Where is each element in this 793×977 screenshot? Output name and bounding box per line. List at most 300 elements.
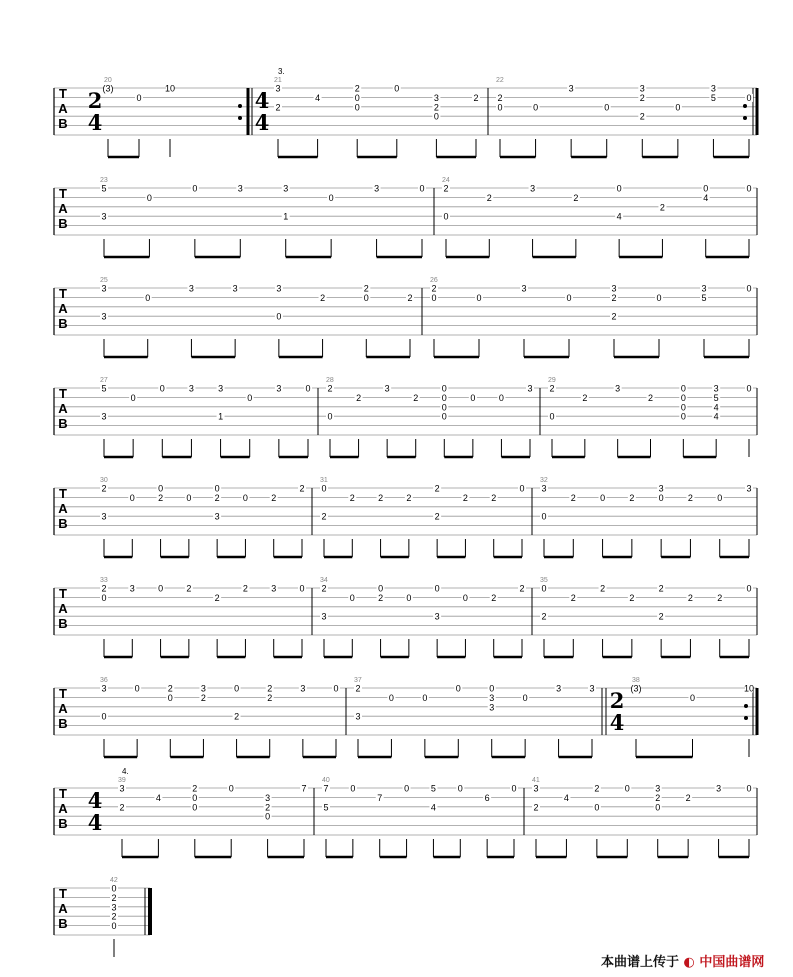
fret-number: 0 — [354, 92, 360, 103]
fret-number: 2 — [186, 583, 192, 594]
fret-number: 1 — [218, 411, 224, 422]
measure-number: 29 — [548, 377, 556, 384]
fret-number: 0 — [234, 683, 240, 694]
footer-credit — [601, 951, 764, 970]
fret-number: 0 — [511, 783, 517, 794]
repeat-dot — [743, 104, 747, 108]
tab-clef-letter: T — [59, 286, 67, 301]
fret-number: 5 — [101, 383, 107, 394]
fret-number: 0 — [680, 411, 686, 422]
fret-number: 2 — [101, 483, 107, 494]
fret-number: 2 — [378, 492, 384, 503]
fret-number: 0 — [498, 392, 504, 403]
measure-number: 32 — [540, 477, 548, 484]
fret-number: 0 — [327, 411, 333, 422]
measure-number: 23 — [100, 177, 108, 184]
fret-number: 0 — [689, 692, 696, 703]
fret-number: 0 — [457, 783, 463, 794]
fret-number: 0 — [462, 592, 468, 603]
fret-number: 7 — [377, 792, 383, 803]
fret-number: 5 — [713, 392, 719, 403]
tab-clef-letter: T — [59, 686, 67, 701]
tab-clef-letter: A — [58, 901, 68, 916]
fret-number: 3 — [533, 783, 539, 794]
fret-number: 3 — [232, 283, 238, 294]
fret-number: 3 — [101, 683, 107, 694]
fret-number: 0 — [354, 102, 360, 113]
fret-number: 3 — [101, 283, 107, 294]
fret-number: 3 — [321, 611, 327, 622]
tab-clef-letter: B — [58, 916, 68, 931]
fret-number: 0 — [265, 811, 271, 822]
fret-number: 3 — [275, 83, 281, 94]
fret-number: 2 — [639, 92, 645, 103]
fret-number: 2 — [611, 292, 617, 303]
fret-number: 0 — [305, 383, 311, 394]
fret-number: 3 — [119, 783, 125, 794]
tab-clef-letter: B — [58, 816, 68, 831]
measure-number: 30 — [100, 477, 108, 484]
fret-number: 0 — [522, 692, 528, 703]
fret-number: 2 — [533, 802, 539, 813]
tab-clef-letter: B — [58, 616, 68, 631]
fret-number: 0 — [680, 392, 686, 403]
fret-number: 2 — [434, 511, 440, 522]
fret-number: 0 — [167, 692, 173, 703]
measure-number: 31 — [320, 477, 328, 484]
fret-number: 2 — [658, 583, 664, 594]
fret-number: 0 — [566, 292, 572, 303]
fret-number: 0 — [746, 92, 752, 103]
measure-number: 34 — [320, 577, 328, 584]
fret-number: 3 — [276, 383, 282, 394]
tab-clef-letter: T — [59, 886, 67, 901]
fret-number: 0 — [600, 492, 606, 503]
time-signature-denominator: 4 — [254, 110, 270, 135]
fret-number: 0 — [276, 311, 282, 322]
fret-number: 4 — [315, 92, 321, 103]
footer-text: 本曲谱上传于 — [601, 955, 680, 970]
fret-number: 3 — [433, 92, 439, 103]
fret-number: 1 — [283, 211, 289, 222]
fret-number: 0 — [388, 692, 394, 703]
repeat-dot — [238, 104, 242, 108]
fret-number: 0 — [111, 883, 117, 894]
fret-number: 0 — [746, 783, 752, 794]
fret-number: 0 — [247, 392, 253, 403]
fret-number: 2 — [570, 592, 576, 603]
fret-number: 3 — [111, 902, 117, 913]
fret-number: 2 — [356, 392, 362, 403]
fret-number: 6 — [484, 792, 490, 803]
fret-number: 0 — [214, 483, 220, 494]
fret-number: 0 — [441, 392, 447, 403]
fret-number: 3 — [716, 783, 722, 794]
fingering-marking: 3. — [278, 67, 285, 76]
measure-number: 22 — [496, 77, 504, 84]
fret-number: 3 — [589, 683, 595, 694]
fret-number: 0 — [192, 802, 198, 813]
fret-number: 3 — [713, 383, 719, 394]
fret-number: 0 — [680, 402, 686, 413]
fret-number: 3 — [101, 511, 107, 522]
fret-number: 0 — [394, 83, 400, 94]
fret-number: 5 — [701, 292, 707, 303]
fret-number: 4 — [713, 411, 719, 422]
tab-clef-letter: B — [58, 716, 68, 731]
fingering-marking: 4. — [122, 767, 129, 776]
fret-number: 0 — [101, 711, 107, 722]
fret-number: 0 — [145, 292, 151, 303]
measure-number: 36 — [100, 677, 108, 684]
fret-number: 0 — [434, 583, 440, 594]
fret-number: 2 — [717, 592, 723, 603]
fret-number: 3 — [101, 211, 107, 222]
fret-number: 3 — [701, 283, 707, 294]
fret-number: 0 — [541, 583, 547, 594]
fret-number: 0 — [186, 492, 192, 503]
fret-number: 0 — [594, 802, 600, 813]
tab-clef-letter: A — [58, 601, 68, 616]
fret-number: 2 — [473, 92, 479, 103]
time-signature-denominator: 4 — [87, 810, 103, 835]
tab-clef-letter: A — [58, 101, 68, 116]
fret-number: 3 — [188, 383, 194, 394]
tab-clef-letter: A — [58, 501, 68, 516]
measure-number: 39 — [118, 777, 126, 784]
tab-clef-letter: T — [59, 586, 67, 601]
fret-number: 3 — [101, 311, 107, 322]
repeat-dot — [743, 116, 747, 120]
fret-number: 0 — [136, 92, 142, 103]
fret-number: 2 — [242, 583, 248, 594]
fret-number: 0 — [703, 183, 709, 194]
measure-number: 28 — [326, 377, 334, 384]
fret-number: 2 — [655, 792, 661, 803]
fret-number: 2 — [658, 611, 664, 622]
tab-clef-letter: T — [59, 186, 67, 201]
fret-number: 2 — [378, 592, 384, 603]
fret-number: 2 — [541, 611, 547, 622]
fret-number: 0 — [146, 192, 152, 203]
fret-number: 0 — [489, 683, 495, 694]
fret-number: (3) — [102, 83, 114, 94]
fret-number: 0 — [350, 783, 356, 794]
fret-number: 0 — [680, 383, 686, 394]
fret-number: 0 — [130, 392, 136, 403]
fret-number: 10 — [743, 683, 755, 694]
fret-number: 0 — [658, 492, 664, 503]
fret-number: 4 — [430, 802, 436, 813]
fret-number: 0 — [476, 292, 482, 303]
fret-number: 0 — [192, 792, 198, 803]
measure-number: 37 — [354, 677, 362, 684]
measure-number: 35 — [540, 577, 548, 584]
measure-number: 41 — [532, 777, 540, 784]
fret-number: 7 — [301, 783, 307, 794]
fret-number: 2 — [349, 492, 355, 503]
fret-number: 5 — [101, 183, 107, 194]
fret-number: 2 — [321, 583, 327, 594]
fret-number: 0 — [101, 592, 107, 603]
fret-number: 3 — [276, 283, 282, 294]
fret-number: 2 — [594, 783, 600, 794]
fret-number: 2 — [647, 392, 654, 403]
fret-number: 3 — [188, 283, 194, 294]
fret-number: 2 — [192, 783, 198, 794]
fret-number: 0 — [441, 383, 447, 394]
fret-number: 0 — [533, 102, 539, 113]
fret-number: 2 — [275, 102, 281, 113]
fret-number: 3 — [527, 383, 533, 394]
fret-number: 0 — [422, 692, 428, 703]
fret-number: 0 — [242, 492, 248, 503]
fret-number: 2 — [167, 683, 173, 694]
fret-number: 2 — [685, 792, 691, 803]
fret-number: 5 — [430, 783, 436, 794]
fret-number: 0 — [228, 783, 234, 794]
fret-number: 3 — [521, 283, 527, 294]
tab-clef-letter: B — [58, 516, 68, 531]
tab-clef-letter: T — [59, 386, 67, 401]
fret-number: 5 — [323, 802, 329, 813]
fret-number: 0 — [541, 511, 547, 522]
time-signature-denominator: 4 — [609, 710, 625, 735]
fret-number: 2 — [659, 202, 665, 213]
fret-number: 3 — [101, 411, 107, 422]
fret-number: 0 — [470, 392, 476, 403]
fret-number: 2 — [629, 492, 635, 503]
fret-number: 0 — [404, 783, 410, 794]
fret-number: 0 — [549, 411, 555, 422]
fret-number: 0 — [349, 592, 355, 603]
measure-number: 26 — [430, 277, 438, 284]
tab-clef-letter: T — [59, 786, 67, 801]
fret-number: 3 — [283, 183, 289, 194]
fret-number: 0 — [616, 183, 622, 194]
fret-number: 2 — [267, 692, 273, 703]
fret-number: 3 — [746, 483, 752, 494]
tab-clef-letter: B — [58, 216, 68, 231]
fret-number: 0 — [419, 183, 425, 194]
fret-number: 2 — [406, 492, 412, 503]
fret-number: 0 — [159, 383, 165, 394]
tab-clef-letter: A — [58, 701, 68, 716]
fret-number: 2 — [111, 911, 117, 922]
fret-number: 2 — [413, 392, 419, 403]
fret-number: 2 — [327, 383, 333, 394]
fret-number: 3 — [655, 783, 661, 794]
fret-number: 2 — [321, 511, 327, 522]
time-signature-denominator: 4 — [87, 110, 103, 135]
measure-number: 33 — [100, 577, 108, 584]
fret-number: 0 — [656, 292, 662, 303]
tab-clef-letter: T — [59, 486, 67, 501]
fret-number: 3 — [556, 683, 562, 694]
fret-number: 0 — [433, 111, 439, 122]
fret-number: 0 — [441, 411, 447, 422]
fret-number: 2 — [570, 492, 576, 503]
fret-number: 2 — [639, 111, 645, 122]
time-signature-numerator: 2 — [609, 688, 625, 713]
measure-number: 21 — [274, 77, 282, 84]
fret-number: 4 — [616, 211, 622, 222]
fret-number: 3 — [611, 283, 617, 294]
fret-number: 0 — [624, 783, 630, 794]
fret-number: 0 — [746, 283, 752, 294]
fret-number: 0 — [129, 492, 135, 503]
fret-number: 0 — [655, 802, 661, 813]
fret-number: 5 — [710, 92, 716, 103]
fret-number: 2 — [600, 583, 606, 594]
fret-number: 3 — [541, 483, 547, 494]
fret-number: 3 — [489, 702, 495, 713]
fret-number: 2 — [265, 802, 271, 813]
fret-number: 2 — [214, 592, 220, 603]
time-signature-numerator: 4 — [254, 88, 270, 113]
fret-number: 2 — [355, 683, 361, 694]
fret-number: 3 — [489, 692, 495, 703]
fret-number: 0 — [455, 683, 461, 694]
fret-number: 0 — [321, 483, 327, 494]
repeat-dot — [744, 716, 748, 720]
fret-number: 2 — [443, 183, 449, 194]
fret-number: 2 — [519, 583, 525, 594]
fret-number: 2 — [629, 592, 635, 603]
fret-number: 2 — [111, 892, 117, 903]
fret-number: 2 — [119, 802, 125, 813]
fret-number: 3 — [434, 611, 440, 622]
fret-number: 2 — [214, 492, 220, 503]
fret-number: 0 — [406, 592, 412, 603]
fret-number: 3 — [129, 583, 135, 594]
fret-number: 0 — [675, 102, 681, 113]
fret-number: 0 — [363, 292, 369, 303]
time-signature-numerator: 4 — [87, 788, 103, 813]
fret-number: 3 — [568, 83, 574, 94]
tab-clef-letter: B — [58, 416, 68, 431]
fret-number: 0 — [431, 292, 437, 303]
fret-number: 2 — [200, 692, 206, 703]
fret-number: 0 — [333, 683, 339, 694]
fret-number: 0 — [497, 102, 503, 113]
tab-clef-letter: A — [58, 801, 68, 816]
fret-number: 0 — [746, 183, 752, 194]
fret-number: 0 — [158, 483, 164, 494]
fret-number: 4 — [563, 792, 569, 803]
fret-number: 0 — [604, 102, 610, 113]
fret-number: 0 — [158, 583, 164, 594]
fret-number: 2 — [549, 383, 555, 394]
tab-clef-letter: A — [58, 201, 68, 216]
fret-number: 2 — [582, 392, 588, 403]
footer-brand: 中国曲谱网 — [699, 955, 765, 970]
measure-number: 20 — [104, 77, 112, 84]
fret-number: 2 — [234, 711, 240, 722]
fret-number: 2 — [434, 483, 440, 494]
fret-number: 2 — [101, 583, 107, 594]
fret-number: 3 — [710, 83, 716, 94]
measure-number: 27 — [100, 377, 108, 384]
fret-number: 2 — [407, 292, 413, 303]
fret-number: 3 — [200, 683, 206, 694]
fret-number: 0 — [134, 683, 140, 694]
fret-number: 3 — [271, 583, 277, 594]
fret-number: (3) — [630, 683, 642, 694]
fret-number: 2 — [486, 192, 492, 203]
fret-number: 3 — [300, 683, 306, 694]
fret-number: 2 — [462, 492, 468, 503]
fret-number: 3 — [237, 183, 243, 194]
fret-number: 2 — [363, 283, 369, 294]
measure-number: 25 — [100, 277, 108, 284]
measure-number: 24 — [442, 177, 450, 184]
fret-number: 0 — [746, 383, 752, 394]
tab-clef-letter: A — [58, 301, 68, 316]
fret-number: 2 — [687, 492, 693, 503]
fret-number: 0 — [299, 583, 305, 594]
fret-number: 0 — [378, 583, 384, 594]
repeat-dot — [238, 116, 242, 120]
repeat-dot — [744, 704, 748, 708]
measure-number: 38 — [632, 677, 640, 684]
fret-number: 3 — [374, 183, 380, 194]
fret-number: 2 — [354, 83, 360, 94]
fret-number: 2 — [611, 311, 617, 322]
tab-clef-letter: T — [59, 86, 67, 101]
fret-number: 3 — [355, 711, 361, 722]
fret-number: 3 — [265, 792, 271, 803]
tab-clef-letter: B — [58, 316, 68, 331]
fret-number: 2 — [433, 102, 439, 113]
fret-number: 2 — [497, 92, 503, 103]
fret-number: 2 — [267, 683, 273, 694]
measure-number: 42 — [110, 877, 118, 884]
tab-clef-letter: B — [58, 116, 68, 131]
fret-number: 0 — [519, 483, 525, 494]
fret-number: 2 — [687, 592, 693, 603]
fret-number: 0 — [443, 211, 449, 222]
fret-number: 2 — [271, 492, 277, 503]
fret-number: 2 — [299, 483, 305, 494]
fret-number: 0 — [111, 921, 117, 932]
fret-number: 3 — [615, 383, 621, 394]
fret-number: 0 — [192, 183, 198, 194]
fret-number: 10 — [164, 83, 176, 94]
fret-number: 0 — [441, 402, 447, 413]
fret-number: 0 — [328, 192, 334, 203]
time-signature-numerator: 2 — [87, 88, 103, 113]
fret-number: 0 — [746, 583, 752, 594]
fret-number: 2 — [573, 192, 579, 203]
fret-number: 2 — [320, 292, 326, 303]
fret-number: 2 — [491, 492, 497, 503]
fret-number: 3 — [384, 383, 390, 394]
fret-number: 3 — [530, 183, 536, 194]
fret-number: 2 — [431, 283, 437, 294]
fret-number: 4 — [703, 192, 709, 203]
fret-number: 4 — [155, 792, 161, 803]
fret-number: 7 — [323, 783, 329, 794]
fret-number: 0 — [717, 492, 723, 503]
tab-clef-letter: A — [58, 401, 68, 416]
fret-number: 2 — [491, 592, 497, 603]
fret-number: 4 — [713, 402, 719, 413]
fret-number: 3 — [214, 511, 220, 522]
fret-number: 3 — [658, 483, 664, 494]
site-logo-icon: ◐ — [683, 955, 695, 970]
fret-number: 3 — [218, 383, 224, 394]
